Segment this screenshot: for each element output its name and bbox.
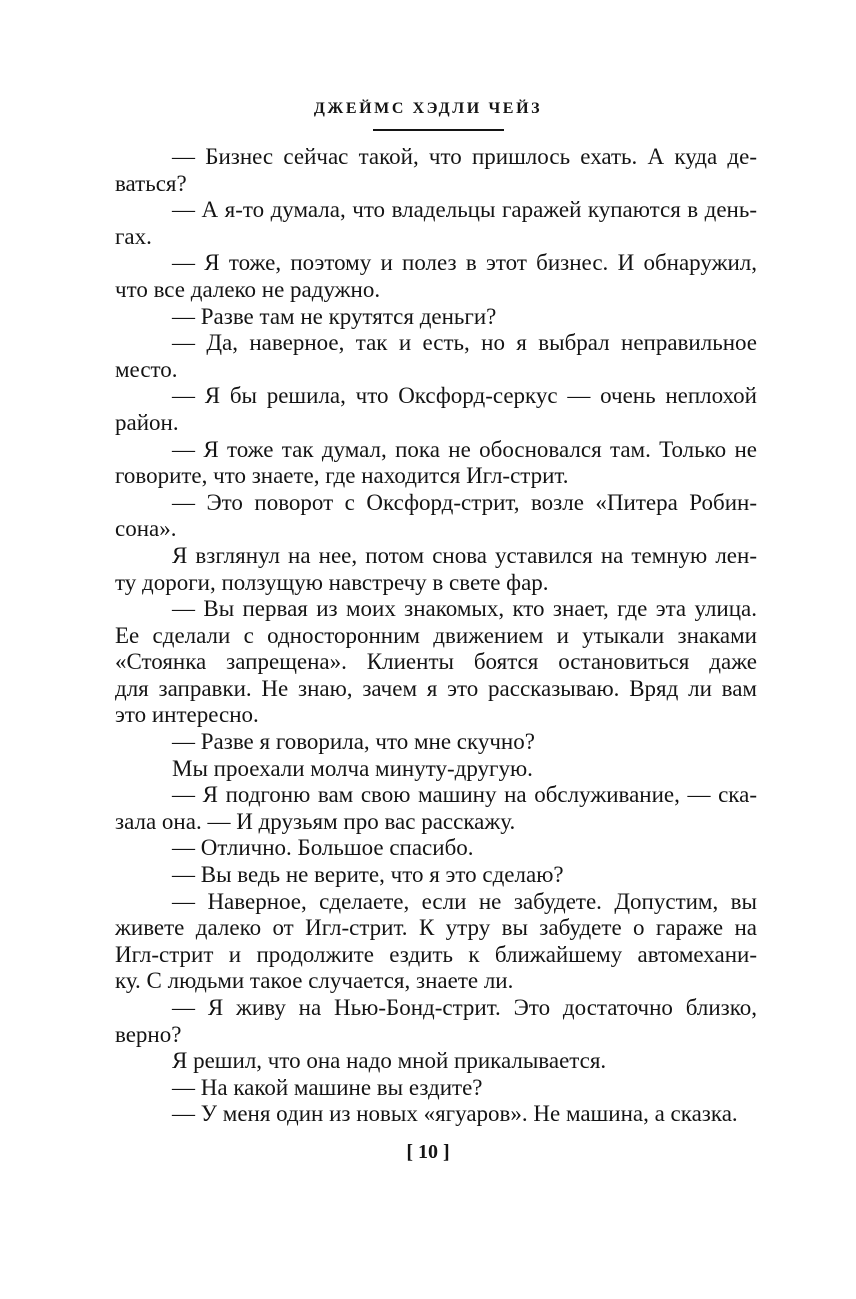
- text-line: — Это поворот с Оксфорд-стрит, возле «Питера Робин-: [172, 489, 757, 515]
- paragraph: [115, 250, 757, 303]
- paragraph: [115, 144, 757, 197]
- text-line: Игл-стрит и продолжите ездить к ближайшему автомехани-: [115, 941, 757, 967]
- paragraph: [115, 729, 757, 756]
- text-line: ваться?: [115, 170, 187, 196]
- text-line: для заправки. Не знаю, зачем я это рассказываю. Вряд ли вам: [115, 675, 757, 701]
- text-line: — Вы ведь не верите, что я это сделаю?: [172, 862, 564, 888]
- running-head-rule: [373, 129, 504, 131]
- text-line: — Разве там не крутятся деньги?: [172, 303, 497, 329]
- paragraph: [115, 995, 757, 1048]
- paragraph: [115, 862, 757, 889]
- paragraph: [115, 756, 757, 783]
- paragraph: [115, 490, 757, 543]
- text-line: ту дороги, ползущую навстречу в свете фар.: [115, 569, 549, 595]
- text-line: говорите, что знаете, где находится Игл-стрит.: [115, 463, 569, 489]
- paragraph: [115, 304, 757, 331]
- text-line: зала она. — И друзьям про вас расскажу.: [115, 808, 516, 834]
- text-line: что все далеко не радужно.: [115, 276, 381, 302]
- text-line: Я взглянул на нее, потом снова уставился на темную лен-: [172, 542, 757, 568]
- text-line: «Стоянка запрещена». Клиенты боятся остановиться даже: [115, 649, 757, 675]
- text-line: — Я бы решила, что Оксфорд-серкус — очень неплохой: [172, 383, 757, 409]
- paragraph: [115, 596, 757, 729]
- text-line: верно?: [115, 1021, 182, 1047]
- text-line: — Разве я говорила, что мне скучно?: [172, 729, 535, 755]
- paragraph: [115, 437, 757, 490]
- paragraph: [115, 889, 757, 995]
- text-line: — У меня один из новых «ягуаров». Не машина, а сказка.: [172, 1101, 738, 1127]
- page-number: [ 10 ]: [406, 1141, 450, 1163]
- text-line: это интересно.: [115, 702, 259, 728]
- body-text: [115, 144, 757, 1128]
- text-line: — А я-то думала, что владельцы гаражей купаются в день-: [172, 197, 757, 223]
- text-line: Я решил, что она надо мной прикалывается.: [172, 1048, 607, 1074]
- text-line: — Я живу на Нью-Бонд-стрит. Это достаточно близко,: [172, 995, 757, 1020]
- text-line: место.: [115, 356, 178, 382]
- paragraph: [115, 330, 757, 383]
- text-line: — Я тоже так думал, пока не обосновался там. Только не: [172, 436, 757, 462]
- text-line: Мы проехали молча минуту-другую.: [172, 755, 533, 781]
- paragraph: [115, 1075, 757, 1102]
- paragraph: [115, 1101, 757, 1128]
- running-head: ДЖЕЙМС ХЭДЛИ ЧЕЙЗ: [313, 100, 543, 117]
- paragraph: [115, 383, 757, 436]
- text-line: — Отлично. Большое спасибо.: [172, 835, 474, 861]
- text-line: — Я подгоню вам свою машину на обслуживание, — ска-: [172, 782, 757, 808]
- text-line: — Я тоже, поэтому и полез в этот бизнес. И обнаружил,: [172, 250, 757, 276]
- text-line: район.: [115, 409, 179, 435]
- text-line: гах.: [115, 223, 152, 249]
- paragraph: [115, 835, 757, 862]
- paragraph: [115, 543, 757, 596]
- text-line: — Бизнес сейчас такой, что пришлось ехать. А куда де-: [172, 144, 757, 169]
- text-line: — На какой машине вы ездите?: [172, 1074, 483, 1100]
- text-line: сона».: [115, 516, 177, 542]
- text-line: Ее сделали с односторонним движением и утыкали знаками: [115, 622, 757, 648]
- paragraph: [115, 782, 757, 835]
- paragraph: [115, 1048, 757, 1075]
- text-line: живете далеко от Игл-стрит. К утру вы забудете о гараже на: [115, 915, 757, 941]
- text-line: — Вы первая из моих знакомых, кто знает, где эта улица.: [172, 596, 757, 622]
- paragraph: [115, 197, 757, 250]
- text-line: — Наверное, сделаете, если не забудете. Допустим, вы: [172, 888, 757, 914]
- text-line: — Да, наверное, так и есть, но я выбрал неправильное: [172, 330, 757, 356]
- text-line: ку. С людьми такое случается, знаете ли.: [115, 968, 514, 994]
